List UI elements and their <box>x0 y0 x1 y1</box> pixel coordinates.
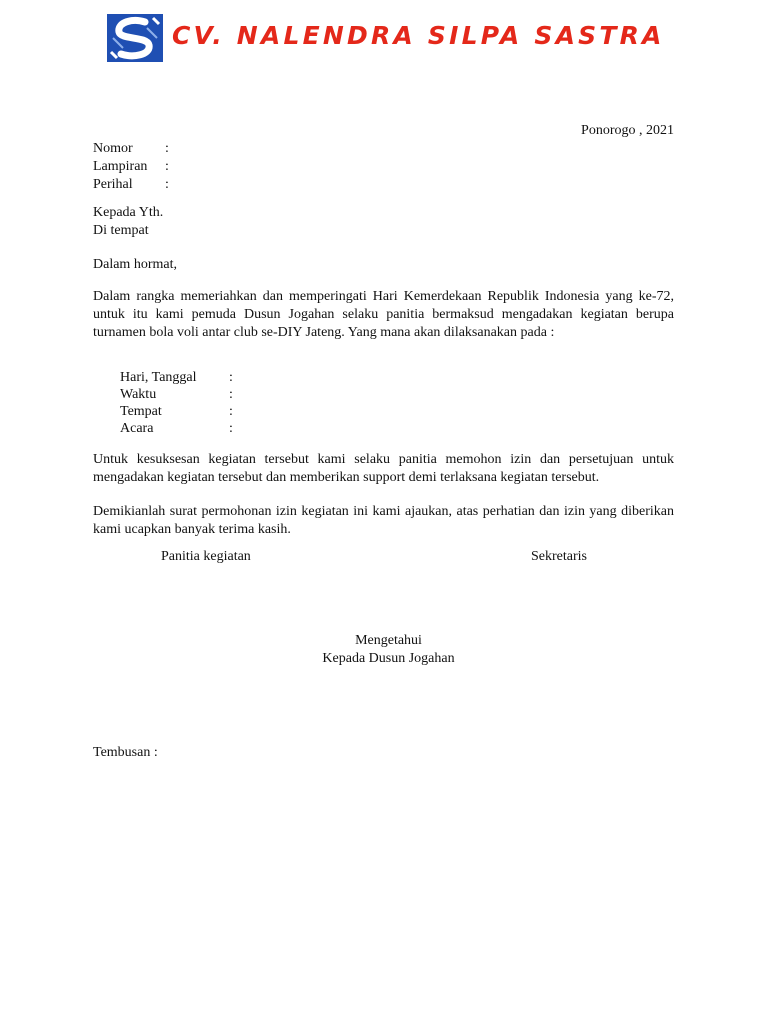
detail-tempat <box>120 403 233 421</box>
detail-separator: : <box>229 421 233 436</box>
field-lampiran <box>93 158 169 176</box>
company-name: CV. NALENDRA SILPA SASTRA <box>172 21 665 50</box>
approval-line-2: Kepada Dusun Jogahan <box>322 651 455 666</box>
field-perihal <box>93 176 169 194</box>
cc-label: Tembusan : <box>93 745 158 760</box>
detail-label: Waktu <box>120 387 157 402</box>
recipient-line-1: Kepada Yth. <box>93 205 164 220</box>
body-paragraph-3: Demikianlah surat permohonan izin kegiatan ini kami ajaukan, atas perhatian dan izin yang diberikan kami ucapkan banyak terima kasih. <box>93 504 674 537</box>
detail-label: Hari, Tanggal <box>120 370 197 385</box>
detail-waktu <box>120 386 233 404</box>
field-nomor <box>93 140 169 158</box>
field-separator: : <box>165 177 169 192</box>
signature-right-label: Sekretaris <box>531 549 587 564</box>
salutation: Dalam hormat, <box>93 257 177 272</box>
company-logo <box>107 14 163 62</box>
body-paragraph-2: Untuk kesuksesan kegiatan tersebut kami selaku panitia memohon izin dan persetujuan untuk mengadakan kegiatan tersebut dan memberikan support demi terlaksana kegiatan tersebut. <box>93 452 674 485</box>
body-paragraph-1: Dalam rangka memeriahkan dan memperingati Hari Kemerdekaan Republik Indonesia yang ke-72, untuk itu kami pemuda Dusun Jogahan selaku panitia bermaksud mengadakan kegiatan berupa turnamen bola voli antar club se-DIY Jateng. Yang mana akan dilaksanakan pada : <box>93 289 674 340</box>
date-line: Ponorogo , 2021 <box>581 123 674 138</box>
field-label: Lampiran <box>93 159 148 174</box>
detail-label: Tempat <box>120 404 162 419</box>
detail-label: Acara <box>120 421 154 436</box>
field-separator: : <box>165 141 169 156</box>
detail-acara <box>120 420 233 438</box>
recipient-line-2: Di tempat <box>93 223 149 238</box>
detail-hari-tanggal <box>120 369 233 387</box>
detail-separator: : <box>229 370 233 385</box>
approval-line-1: Mengetahui <box>355 633 422 648</box>
field-label: Perihal <box>93 177 133 192</box>
detail-separator: : <box>229 387 233 402</box>
field-separator: : <box>165 159 169 174</box>
field-label: Nomor <box>93 141 133 156</box>
detail-separator: : <box>229 404 233 419</box>
signature-left-label: Panitia kegiatan <box>161 549 251 564</box>
stylized-s-logo-icon <box>107 14 163 62</box>
